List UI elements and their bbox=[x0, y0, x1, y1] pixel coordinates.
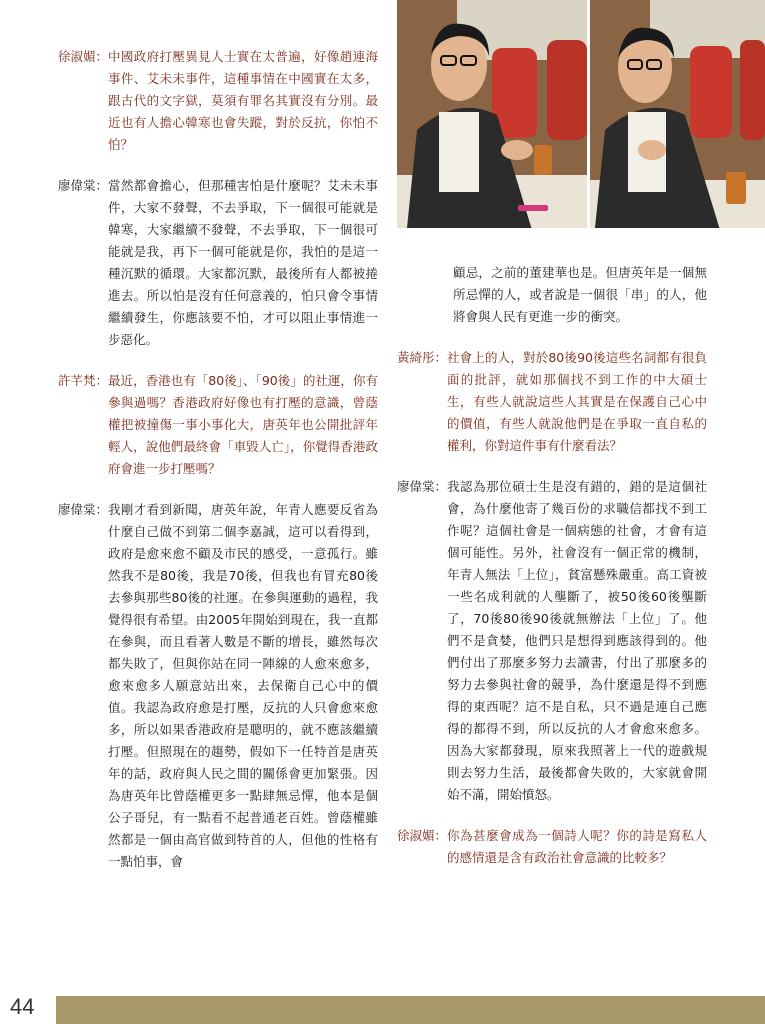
speaker-name: 徐淑媚： bbox=[397, 828, 448, 843]
dialogue-text: 社會上的人，對於80後90後這些名詞都有很負面的批評，就如那個找不到工作的中大碩士生，有些人就說這些人其實是在保護自己心中的價值，有些人就說他們是在爭取一直自私的權利，你對這件事有什麼看法？ bbox=[447, 350, 707, 453]
dialogue-entry bbox=[58, 175, 378, 351]
left-column bbox=[58, 46, 378, 892]
dialogue-entry bbox=[397, 347, 707, 457]
footer-bar bbox=[56, 996, 765, 1024]
speaker-name: 黃綺彤： bbox=[397, 350, 448, 365]
dialogue-text: 中國政府打壓異見人士實在太普遍，好像趙連海事件、艾未未事件，這種事情在中國實在太多，跟古代的文字獄，莫須有罪名其實沒有分別。最近也有人擔心韓寒也會失蹤，對於反抗，你怕不怕？ bbox=[108, 49, 378, 152]
page-number: 44 bbox=[10, 994, 35, 1019]
continued-text: 顧忌，之前的董建華也是。但唐英年是一個無所忌憚的人，或者說是一個很「串」的人，他將會與人民有更進一步的衝突。 bbox=[453, 265, 707, 324]
right-column bbox=[397, 262, 707, 888]
dialogue-text: 我剛才看到新聞，唐英年說，年青人應要反省為什麼自己做不到第二個李嘉誠，這可以看得到，政府是愈來愈不顧及市民的感受，一意孤行。雖然我不是80後，我是70後，但我也有冒充80後去參與那些80後的社運。在參與運動的過程，我覺得很有希望。由2005年開始到現在，我一直都在參與，而且看著人數是不斷的增長，雖然每次都失敗了，但與你站在同一陣線的人愈來愈多，愈來愈多人願意站出來，去保衛自己心中的價值。我認為政府愈是打壓，反抗的人只會愈來愈多，所以如果香港政府是聰明的，就不應該繼續打壓。但照現在的趨勢，假如下一任特首是唐英年的話，政府與人民之間的關係會更加緊張。因為唐英年比曾蔭權更多一點肆無忌憚，他本是個公子哥兒，有一點看不起普通老百姓。曾蔭權雖然都是一個由高官做到特首的人，但他的性格有一點怕事，會 bbox=[108, 502, 378, 869]
dialogue-entry bbox=[58, 499, 378, 873]
interview-photo-left bbox=[397, 0, 587, 228]
dialogue-text: 我認為那位碩士生是沒有錯的，錯的是這個社會，為什麼他寄了幾百份的求職信都找不到工作呢？這個社會是一個病態的社會，才會有這個可能性。另外，社會沒有一個正常的機制，年青人無法「上位」，貧富懸殊嚴重。高工資被一些名成利就的人壟斷了，被50後60後壟斷了，70後80後90後就無辦法「上位」了。他們不是貪婪，他們只是想得到應該得到的。他們付出了那麼多努力去讀書，付出了那麼多的努力去參與社會的競爭，為什麼還是得不到應得的東西呢？這不是自私，只不過是連自己應得的都得不到，所以反抗的人才會愈來愈多。因為大家都發現，原來我照著上一代的遊戲規則去努力生活，最後都會失敗的，大家就會開始不滿，開始憤怒。 bbox=[447, 479, 707, 802]
speaker-name: 許芊梵： bbox=[58, 373, 109, 388]
speaker-name: 廖偉棠： bbox=[397, 479, 448, 494]
interview-photo-right bbox=[590, 0, 765, 228]
speaker-name: 廖偉棠： bbox=[58, 178, 109, 193]
dialogue-entry bbox=[58, 46, 378, 156]
dialogue-text: 最近，香港也有「80後」、「90後」的社運，你有參與過嗎？香港政府好像也有打壓的意識，曾蔭權把被撞傷一事小事化大，唐英年也公開批評年輕人，說他們最終會「車毀人亡」，你覺得香港政府會進一步打壓嗎？ bbox=[108, 373, 378, 476]
dialogue-entry bbox=[397, 476, 707, 806]
speaker-name: 廖偉棠： bbox=[58, 502, 109, 517]
dialogue-text: 當然都會擔心，但那種害怕是什麼呢？艾未未事件，大家不發聲，不去爭取，下一個很可能就是韓寒，大家繼續不發聲，不去爭取，下一個很可能就是我，再下一個可能就是你，我怕的是這一種沉默的循環。大家都沉默，最後所有人都被捲進去。所以怕是沒有任何意義的，怕只會令事情繼續發生，你應該要不怕，才可以阻止事情進一步惡化。 bbox=[108, 178, 378, 347]
speaker-name: 徐淑媚： bbox=[58, 49, 109, 64]
dialogue-text: 你為甚麼會成為一個詩人呢？你的詩是寫私人的感情還是含有政治社會意識的比較多？ bbox=[447, 828, 707, 865]
interview-photos bbox=[397, 0, 765, 228]
dialogue-entry bbox=[58, 370, 378, 480]
dialogue-entry bbox=[397, 825, 707, 869]
